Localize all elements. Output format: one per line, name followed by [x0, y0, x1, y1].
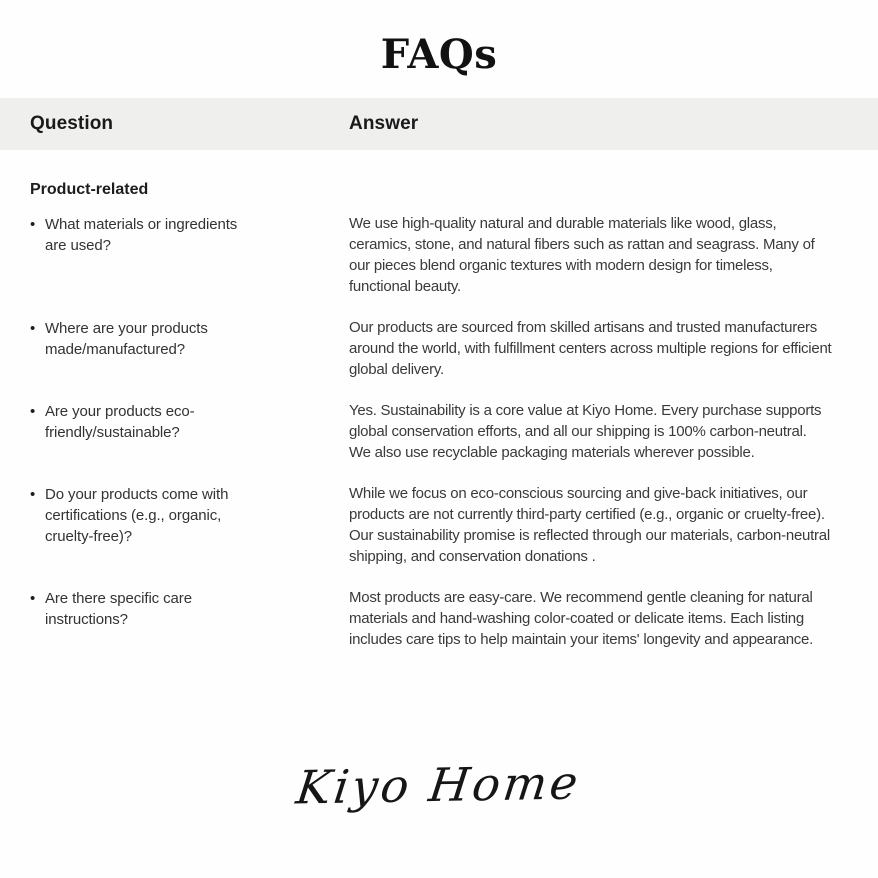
faq-rows [30, 213, 832, 650]
bullet-icon: • [30, 216, 36, 233]
brand-logo: Kiyo Home [293, 755, 585, 815]
bullet-icon: • [30, 590, 36, 607]
answer-text: Our products are sourced from skilled artisans and trusted manufacturers around the world, with fulfillment centers across multiple regions for efficient global delivery. [349, 319, 832, 378]
page-title: FAQs [380, 31, 498, 78]
answer-text: Most products are easy-care. We recommend gentle cleaning for natural materials and hand-washing color-coated or delicate items. Each listing includes care tips to help maintain your items' longevity and appearance. [349, 589, 814, 648]
answer-text: While we focus on eco-conscious sourcing and give-back initiatives, our products are not currently third-party certified (e.g., organic or cruelty-free). Our sustainability promise is reflected through our materials, carbon-neutral shipping, and conservation donations . [349, 485, 830, 565]
question-text: Are your products eco-friendly/sustainable? [45, 403, 195, 441]
question-text: What materials or ingredients are used? [45, 216, 238, 254]
question-cell [30, 213, 349, 297]
question-text: Are there specific care instructions? [45, 590, 192, 628]
question-column-header: Question [30, 113, 114, 134]
question-cell [30, 587, 349, 650]
answer-column-header: Answer [349, 113, 419, 134]
section-heading: Product-related [30, 181, 149, 198]
table-row [30, 400, 832, 463]
footer [0, 755, 878, 815]
question-text: Where are your products made/manufactured? [45, 320, 208, 358]
question-cell [30, 483, 349, 567]
table-row [30, 587, 832, 650]
bullet-icon: • [30, 403, 36, 420]
faq-content [0, 150, 878, 650]
answer-text: Yes. Sustainability is a core value at Kiyo Home. Every purchase supports global conservation efforts, and all our shipping is 100% carbon-neutral. We also use recyclable packaging materials wherever possible. [349, 402, 822, 461]
table-row [30, 317, 832, 380]
question-cell [30, 317, 349, 380]
answer-text: We use high-quality natural and durable materials like wood, glass, ceramics, stone, and natural fibers such as rattan and seagrass. Many of our pieces blend organic textures with modern design for timeless, functional beauty. [349, 215, 815, 295]
question-cell [30, 400, 349, 463]
title-section [0, 0, 878, 78]
table-header-row [0, 98, 878, 150]
question-text: Do your products come with certifications (e.g., organic, cruelty-free)? [45, 486, 229, 545]
table-row [30, 483, 832, 567]
bullet-icon: • [30, 320, 36, 337]
bullet-icon: • [30, 486, 36, 503]
table-row [30, 213, 832, 297]
